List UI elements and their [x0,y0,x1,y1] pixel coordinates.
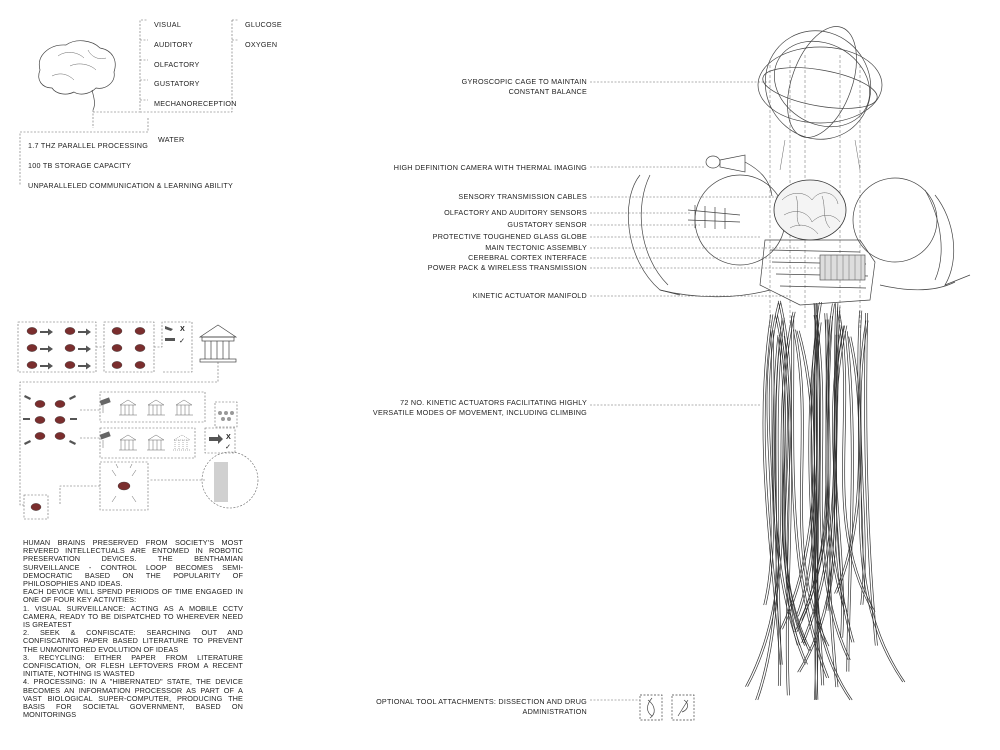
actuator-tentacle [849,337,903,682]
activity-flow-diagram [18,322,258,519]
actuator-tentacle [797,331,850,700]
sense-auditory-label: AUDITORY [154,40,193,49]
spec-storage-label: 100 TB STORAGE CAPACITY [28,161,132,170]
label-tectonic-assembly: MAIN TECTONIC ASSEMBLY [485,243,587,252]
spec-communication-label: UNPARALLELED COMMUNICATION & LEARNING ABILITY [28,181,234,190]
label-glass-globe: PROTECTIVE TOUGHENED GLASS GLOBE [432,232,587,241]
actuator-tentacle [867,313,878,646]
sense-visual-label: VISUAL [154,20,182,29]
label-olfactory-sensors: OLFACTORY AND AUDITORY SENSORS [444,208,587,217]
reject-cross-symbol-2: X [226,432,232,441]
sense-mechanoreception-label: MECHANORECEPTION [154,99,237,108]
description-paragraph: EACH DEVICE WILL SPEND PERIODS OF TIME ENGAGED IN ONE OF FOUR KEY ACTIVITIES: [23,587,243,605]
input-oxygen-label: OXYGEN [245,40,278,49]
description-paragraph: 3. RECYCLING: EITHER PAPER FROM LITERATURE CONFISCATION, OR FLESH LEFTOVERS FROM A RECENT INITIATE, NOTHING IS WASTED [23,652,243,679]
robot-drawing [628,11,970,720]
label-kinetic-actuators-2: VERSATILE MODES OF MOVEMENT, INCLUDING CLIMBING [372,408,587,417]
description-paragraph: HUMAN BRAINS PRESERVED FROM SOCIETY'S MOST REVERED INTELLECTUALS ARE ENTOMED IN ROBOTIC PRESERVATION DEVICES. THE BENTHAMIAN SURVEILLANCE - CONTROL LOOP BECOMES SEMI-DEMOCRATIC BASED ON THE POPULARITY OF PHILOSOPHIES AND IDEAS. [23,538,243,589]
reject-cross-symbol: X [180,324,186,333]
label-gyroscopic-cage: GYROSCOPIC CAGE TO MAINTAIN [461,77,587,86]
label-camera: HIGH DEFINITION CAMERA WITH THERMAL IMAGING [393,163,587,172]
description-paragraph: 4. PROCESSING: IN A "HIBERNATED" STATE, THE DEVICE BECOMES AN INFORMATION PROCESSOR AS PART OF A VAST BIOLOGICAL SUPER-COMPUTER, PRODUCING THE BASIS FOR SOCIETAL GOVERNMENT, BASED ON MONITORINGS [23,677,243,720]
actuator-tentacle [793,330,827,647]
spec-processing-label: 1.7 THZ PARALLEL PROCESSING [28,141,149,150]
approve-tick-symbol: ✓ [179,336,186,345]
description-text [23,539,243,719]
sense-olfactory-label: OLFACTORY [154,60,200,69]
label-actuator-manifold: KINETIC ACTUATOR MANIFOLD [472,291,587,300]
sense-gustatory-label: GUSTATORY [154,79,200,88]
label-gyroscopic-cage-2: CONSTANT BALANCE [508,87,587,96]
label-power-pack: POWER PACK & WIRELESS TRANSMISSION [427,263,587,272]
label-cortex-interface: CEREBRAL CORTEX INTERFACE [468,253,587,262]
description-paragraph: 2. SEEK & CONFISCATE: SEARCHING OUT AND CONFISCATING PAPER BASED LITERATURE TO PREVENT THE UNMONITORED EVOLUTION OF IDEAS [23,628,243,654]
description-paragraph: 1. VISUAL SURVEILLANCE: ACTING AS A MOBILE CCTV CAMERA, READY TO BE DISPATCHED TO WHEREVER NEED IS GREATEST [23,603,243,630]
brain-sketch [39,41,115,110]
input-glucose-label: GLUCOSE [245,20,282,29]
label-sensory-cables: SENSORY TRANSMISSION CABLES [458,192,587,201]
label-kinetic-actuators: 72 NO. KINETIC ACTUATORS FACILITATING HIGHLY [400,398,587,407]
label-tool-attachments-2: ADMINISTRATION [522,707,587,716]
actuator-tentacle [865,313,876,646]
label-gustatory-sensor: GUSTATORY SENSOR [507,220,587,229]
approve-tick-symbol-2: ✓ [225,442,232,451]
input-water-label: WATER [158,135,185,144]
label-tool-attachments: OPTIONAL TOOL ATTACHMENTS: DISSECTION AND DRUG [376,697,587,706]
